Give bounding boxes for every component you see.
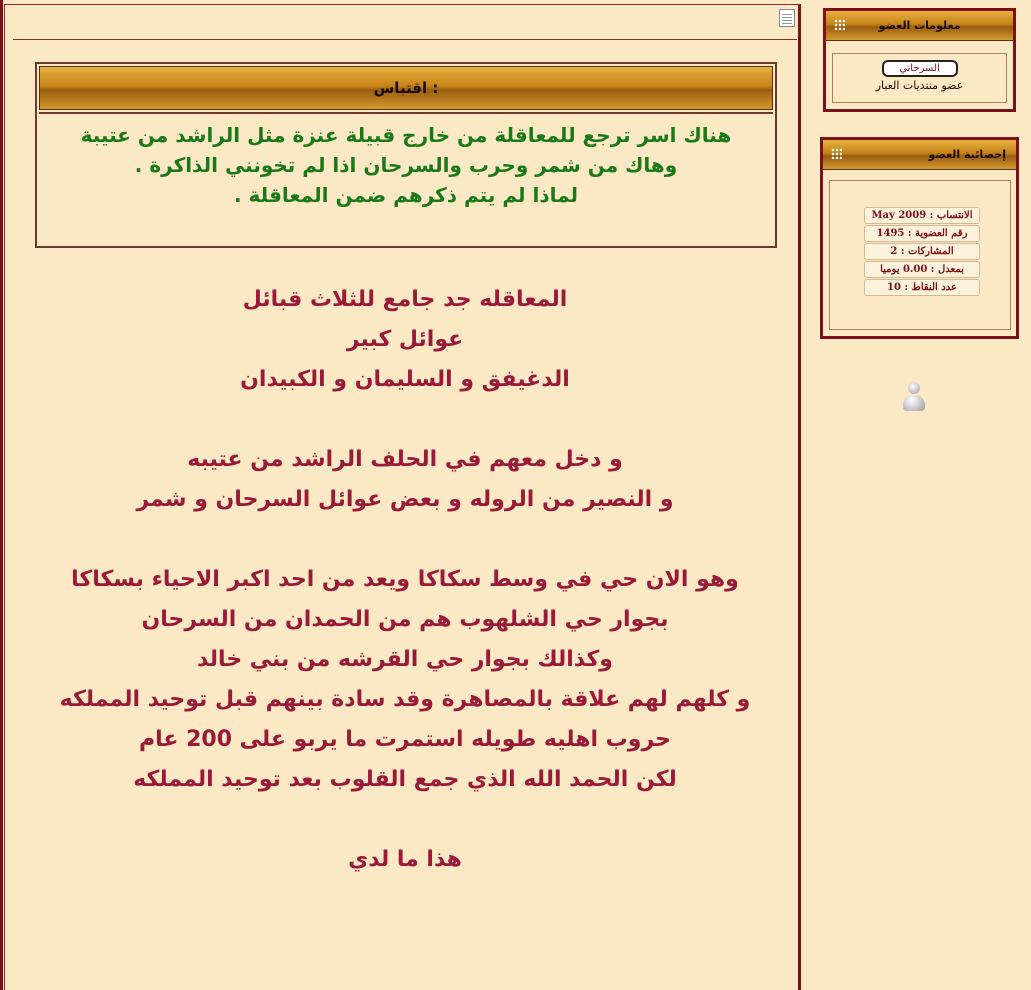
stat-posts: المشاركات : 2 (864, 243, 980, 260)
avatar-body (903, 395, 925, 411)
member-stats-title: إحصائية العضو (928, 148, 1006, 161)
stats-list (864, 207, 980, 297)
quote-line: وهاك من شمر وحرب والسرحان اذا لم تخونني الذاكرة . (134, 153, 678, 177)
user-avatar-icon[interactable] (902, 382, 926, 412)
quote-line: هناك اسر ترجع للمعاقلة من خارج قبيلة عنزة مثل الراشد من عتيبة (80, 123, 732, 147)
paragraph-gap (25, 400, 785, 440)
post-line: وكذالك بجوار حي القرشه من بني خالد (197, 647, 613, 672)
stat-join-date: الانتساب : May 2009 (864, 207, 980, 224)
member-info-box (823, 8, 1016, 112)
post-body (25, 280, 785, 880)
post-line: و كلهم لهم علاقة بالمصاهرة وقد سادة بينهم قبل توحيد المملكه (59, 687, 751, 712)
member-stats-box (820, 137, 1019, 339)
member-info-panel (832, 53, 1007, 103)
post-line: لكن الحمد الله الذي جمع القلوب بعد توحيد المملكه (133, 767, 677, 792)
post-line: و النصير من الروله و بعض عوائل السرحان و شمر (136, 487, 674, 512)
member-stats-panel (829, 180, 1011, 330)
stat-rate: بمعدل : 0.00 يوميا (864, 261, 980, 278)
avatar-head (908, 382, 920, 394)
post-line: حروب اهليه طويله استمرت ما يربو على 200 عام (139, 727, 671, 752)
member-info-title: معلومات العضو (878, 19, 961, 32)
dots-icon (831, 148, 842, 159)
dots-icon (834, 19, 845, 30)
post-line: وهو الان حي في وسط سكاكا ويعد من احد اكبر الاحياء بسكاكا (71, 567, 739, 592)
quote-title-bar (39, 66, 773, 110)
member-stats-title-bar (823, 140, 1016, 170)
post-line: بجوار حي الشلهوب هم من الحمدان من السرحان (141, 607, 669, 632)
post-line: الدغيفق و السليمان و الكبيدان (240, 367, 570, 392)
quote-title: اقتباس : (373, 79, 439, 97)
username-link[interactable]: السرحاني (882, 60, 958, 77)
post-line: عوائل كبير (346, 327, 464, 352)
user-title: عضو منتديات العبار (875, 79, 964, 92)
quote-box (35, 62, 777, 248)
post-line: هذا ما لدي (348, 847, 462, 872)
post-header (13, 5, 797, 40)
document-icon (779, 9, 795, 27)
stat-member-id: رقم العضوية : 1495 (864, 225, 980, 242)
post-line: و دخل معهم في الحلف الراشد من عتيبه (187, 447, 623, 472)
paragraph-gap (25, 520, 785, 560)
quote-text (37, 114, 775, 210)
member-info-title-bar (826, 11, 1013, 41)
stat-points: عدد النقاط : 10 (864, 279, 980, 296)
post-column (4, 4, 801, 990)
post-line: المعاقله جد جامع للثلاث قبائل (242, 287, 568, 312)
quote-line: لماذا لم يتم ذكرهم ضمن المعاقلة . (233, 183, 579, 207)
paragraph-gap (25, 800, 785, 840)
